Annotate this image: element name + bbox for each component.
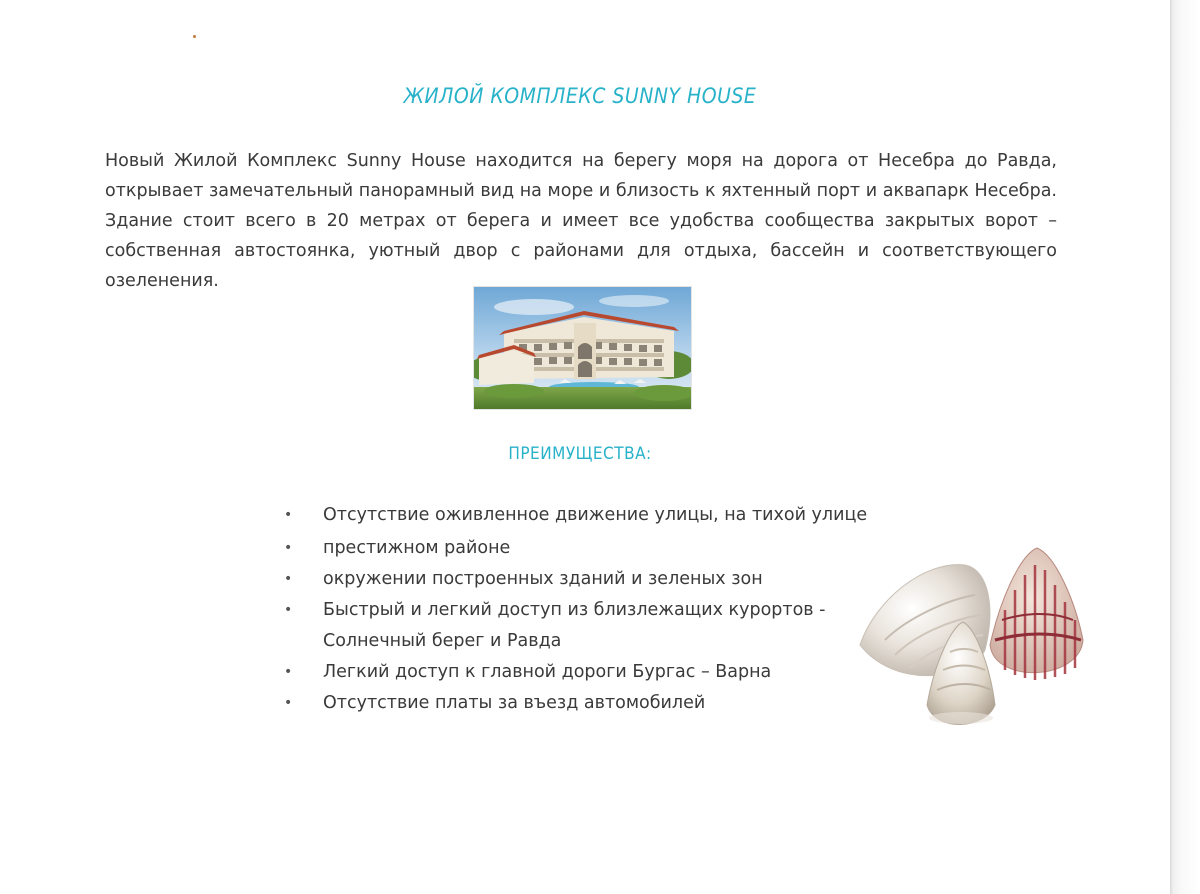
print-speck <box>193 35 196 38</box>
benefits-list <box>284 500 904 719</box>
benefit-text: Быстрый и легкий доступ из близлежащих курортов - Солнечный берег и Равда <box>323 600 826 651</box>
page-title: ЖИЛОЙ КОМПЛЕКС SUNNY HOUSE <box>403 84 757 108</box>
page-edge <box>1170 0 1200 894</box>
seashells-icon <box>855 540 1085 740</box>
building-photo-illustration <box>474 287 691 409</box>
bullet-icon: • <box>284 695 293 711</box>
list-item <box>284 533 904 564</box>
benefit-text: престижном районе <box>323 538 511 558</box>
list-item <box>284 688 904 719</box>
list-item <box>284 595 843 657</box>
list-item <box>284 500 904 531</box>
benefit-text: окружении построенных зданий и зеленых зон <box>323 569 763 589</box>
intro-paragraph: Новый Жилой Комплекс Sunny House находится на берегу моря на дорога от Несебра до Равда, открывает замечательный панорамный вид на море и близость к яхтенный порт и аквапарк Несебра. Здание стоит всего в 20 метрах от берега и имеет все удобства сообщества закрытых ворот – собственная автостоянка, уютный двор с районами для отдыха, бассейн и соответствующего озеленения. <box>105 151 1057 291</box>
bullet-icon: • <box>284 571 293 587</box>
list-item <box>284 564 904 595</box>
bullet-icon: • <box>284 540 293 556</box>
bullet-icon: • <box>284 602 293 618</box>
benefit-text: Отсутствие оживленное движение улицы, на тихой улице <box>323 505 868 525</box>
bullet-icon: • <box>284 664 293 680</box>
list-item <box>284 657 904 688</box>
benefit-text: Отсутствие платы за въезд автомобилей <box>323 693 706 713</box>
bullet-icon: • <box>284 507 293 523</box>
benefit-text: Легкий доступ к главной дороги Бургас – Варна <box>323 662 772 682</box>
seashells-image <box>855 540 1085 740</box>
benefits-heading: ПРЕИМУЩЕСТВА: <box>508 444 652 464</box>
building-photo <box>473 286 692 410</box>
